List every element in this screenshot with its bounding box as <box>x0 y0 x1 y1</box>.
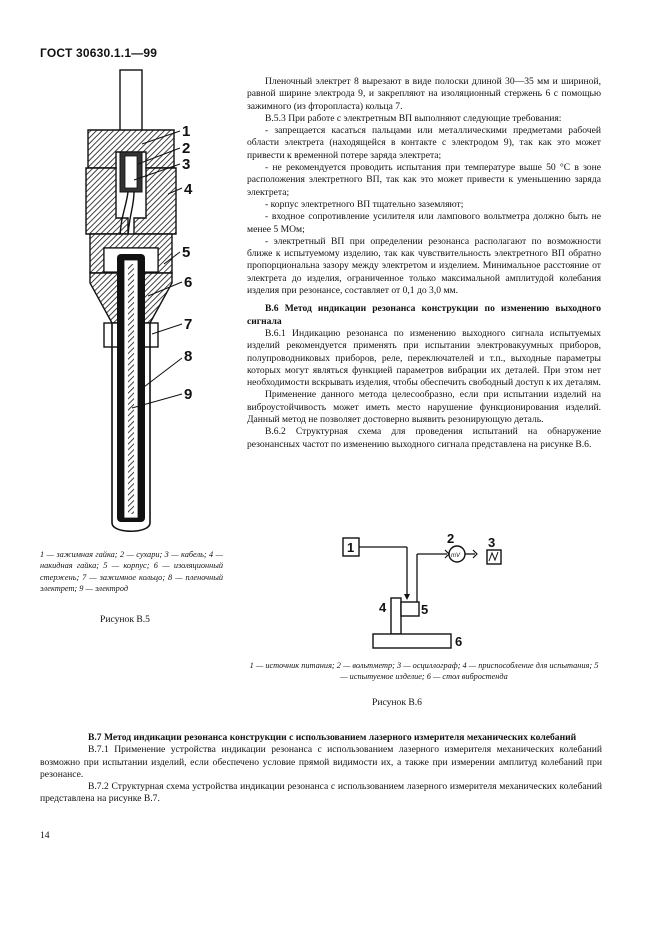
fig5-label-8: 8 <box>184 348 193 365</box>
fig5-label-6: 6 <box>184 274 193 291</box>
figure-b5-caption: 1 — зажимная гайка; 2 — сухари; 3 — кабель; 4 — накидная гайка; 5 — корпус; 6 — изоляционный стержень; 7 — зажимное кольцо; 8 — пленочный электрет; 9 — электрод <box>40 550 223 593</box>
paragraph-electret: Пленочный электрет 8 вырезают в виде полоски длиной 30—35 мм и шириной, равной ширине электрода 9, и закрепляют на изоляционный стержень 6 с помощью зажимного (из фторопласта) кольца 7. <box>247 76 601 112</box>
paragraph-b7-2: В.7.2 Структурная схема устройства индикации резонанса с использованием лазерного измерителя механических колебаний представлена на рисунке В.7. <box>40 781 602 805</box>
paragraph-b5-3: В.5.3 При работе с электретным ВП выполняют следующие требования: <box>265 112 562 124</box>
paragraph-b7-1: В.7.1 Применение устройства индикации резонанса с использованием лазерного измерителя механических колебаний возможно при испытании изделий, если обеспечено условие прямой видимости их, а также при измерении амплитуд колебаний при резонансе. <box>40 744 602 780</box>
fig6-label-4: 4 <box>379 600 387 615</box>
section-b7 <box>40 732 602 806</box>
figure-b6-diagram <box>335 532 485 654</box>
requirement-2: - не рекомендуется проводить испытания при температуре выше 50 °С в зоне расположения электретного ВП, так как это может привести к уменьшению заряда электрета; <box>247 162 601 198</box>
requirement-3: - корпус электретного ВП тщательно заземляют; <box>265 198 464 210</box>
section-b6-heading: В.6 Метод индикации резонанса конструкции по изменению выходного сигнала <box>247 303 601 327</box>
fig6-label-2: 2 <box>447 532 455 546</box>
figure-b6-caption: 1 — источник питания; 2 — вольтметр; 3 — осциллограф; 4 — приспособление для испытания; 5 — испытуемое изделие; 6 — стол вибростенда <box>249 661 599 682</box>
fig5-label-9: 9 <box>184 386 193 403</box>
page-number: 14 <box>40 830 50 841</box>
figure-b5-title: Рисунок В.5 <box>100 614 150 625</box>
fig5-label-7: 7 <box>184 316 193 333</box>
right-text-column <box>247 76 601 451</box>
paragraph-b6-1-cont: Применение данного метода целесообразно, если при испытании изделий на виброустойчивость может иметь место нарушение функционирования изделий. Данный метод не позволяет достоверно выявить резонирующую деталь. <box>247 389 601 426</box>
fig5-label-5: 5 <box>182 244 191 261</box>
requirement-5: - электретный ВП при определении резонанса располагают по возможности ближе к испытуемому изделию, так как чувствительность электретного ВП обратно пропорциональна зазору между электретом и изделием. Минимальное расстояние от электрета до изделия, ограниченное только максимальной амплитудой колебания изделия при резонансе, составляет от 0,1 до 3,0 мм. <box>247 235 601 297</box>
oscilloscope-block <box>478 536 508 570</box>
fig6-label-5: 5 <box>421 602 429 617</box>
document-header: ГОСТ 30630.1.1—99 <box>40 46 158 60</box>
fig5-label-2: 2 <box>182 140 191 157</box>
requirement-1: - запрещается касаться пальцами или металлическими предметами рабочей области электрета (находящейся в контакте с электродом 9), так как это может привести к временной потере заряда электрета; <box>247 125 601 161</box>
fig5-label-1: 1 <box>182 123 191 140</box>
paragraph-b6-2: В.6.2 Структурная схема для проведения испытаний на обнаружение резонансных частот по изменению выходного сигнала представлена на рисунке В.6. <box>247 426 601 450</box>
paragraph-b6-1: В.6.1 Индикацию резонанса по изменению выходного сигнала испытуемых изделий рекомендуется применять при испытании электровакуумных приборов, полупроводниковых приборов, реле, переключателей и т.п., выходные параметры которых могут являться функцией параметров вибрации их деталей. При этом нет необходимости вскрывать изделия, чтобы обеспечить свободный доступ к их деталям. <box>247 327 601 389</box>
voltmeter-glyph: mV <box>451 553 460 559</box>
fig6-label-3: 3 <box>488 536 496 550</box>
fig6-label-6: 6 <box>455 634 463 649</box>
fig5-label-3: 3 <box>182 156 191 173</box>
fig5-label-4: 4 <box>184 181 193 198</box>
figure-b6-title: Рисунок В.6 <box>372 697 422 708</box>
requirement-4: - входное сопротивление усилителя или лампового вольтметра должно быть не менее 5 МОм; <box>247 211 601 235</box>
figure-b5-drawing <box>68 68 218 538</box>
section-b7-heading: В.7 Метод индикации резонанса конструкции с использованием лазерного измерителя механических колебаний <box>88 732 577 743</box>
fig6-label-1: 1 <box>347 540 355 555</box>
